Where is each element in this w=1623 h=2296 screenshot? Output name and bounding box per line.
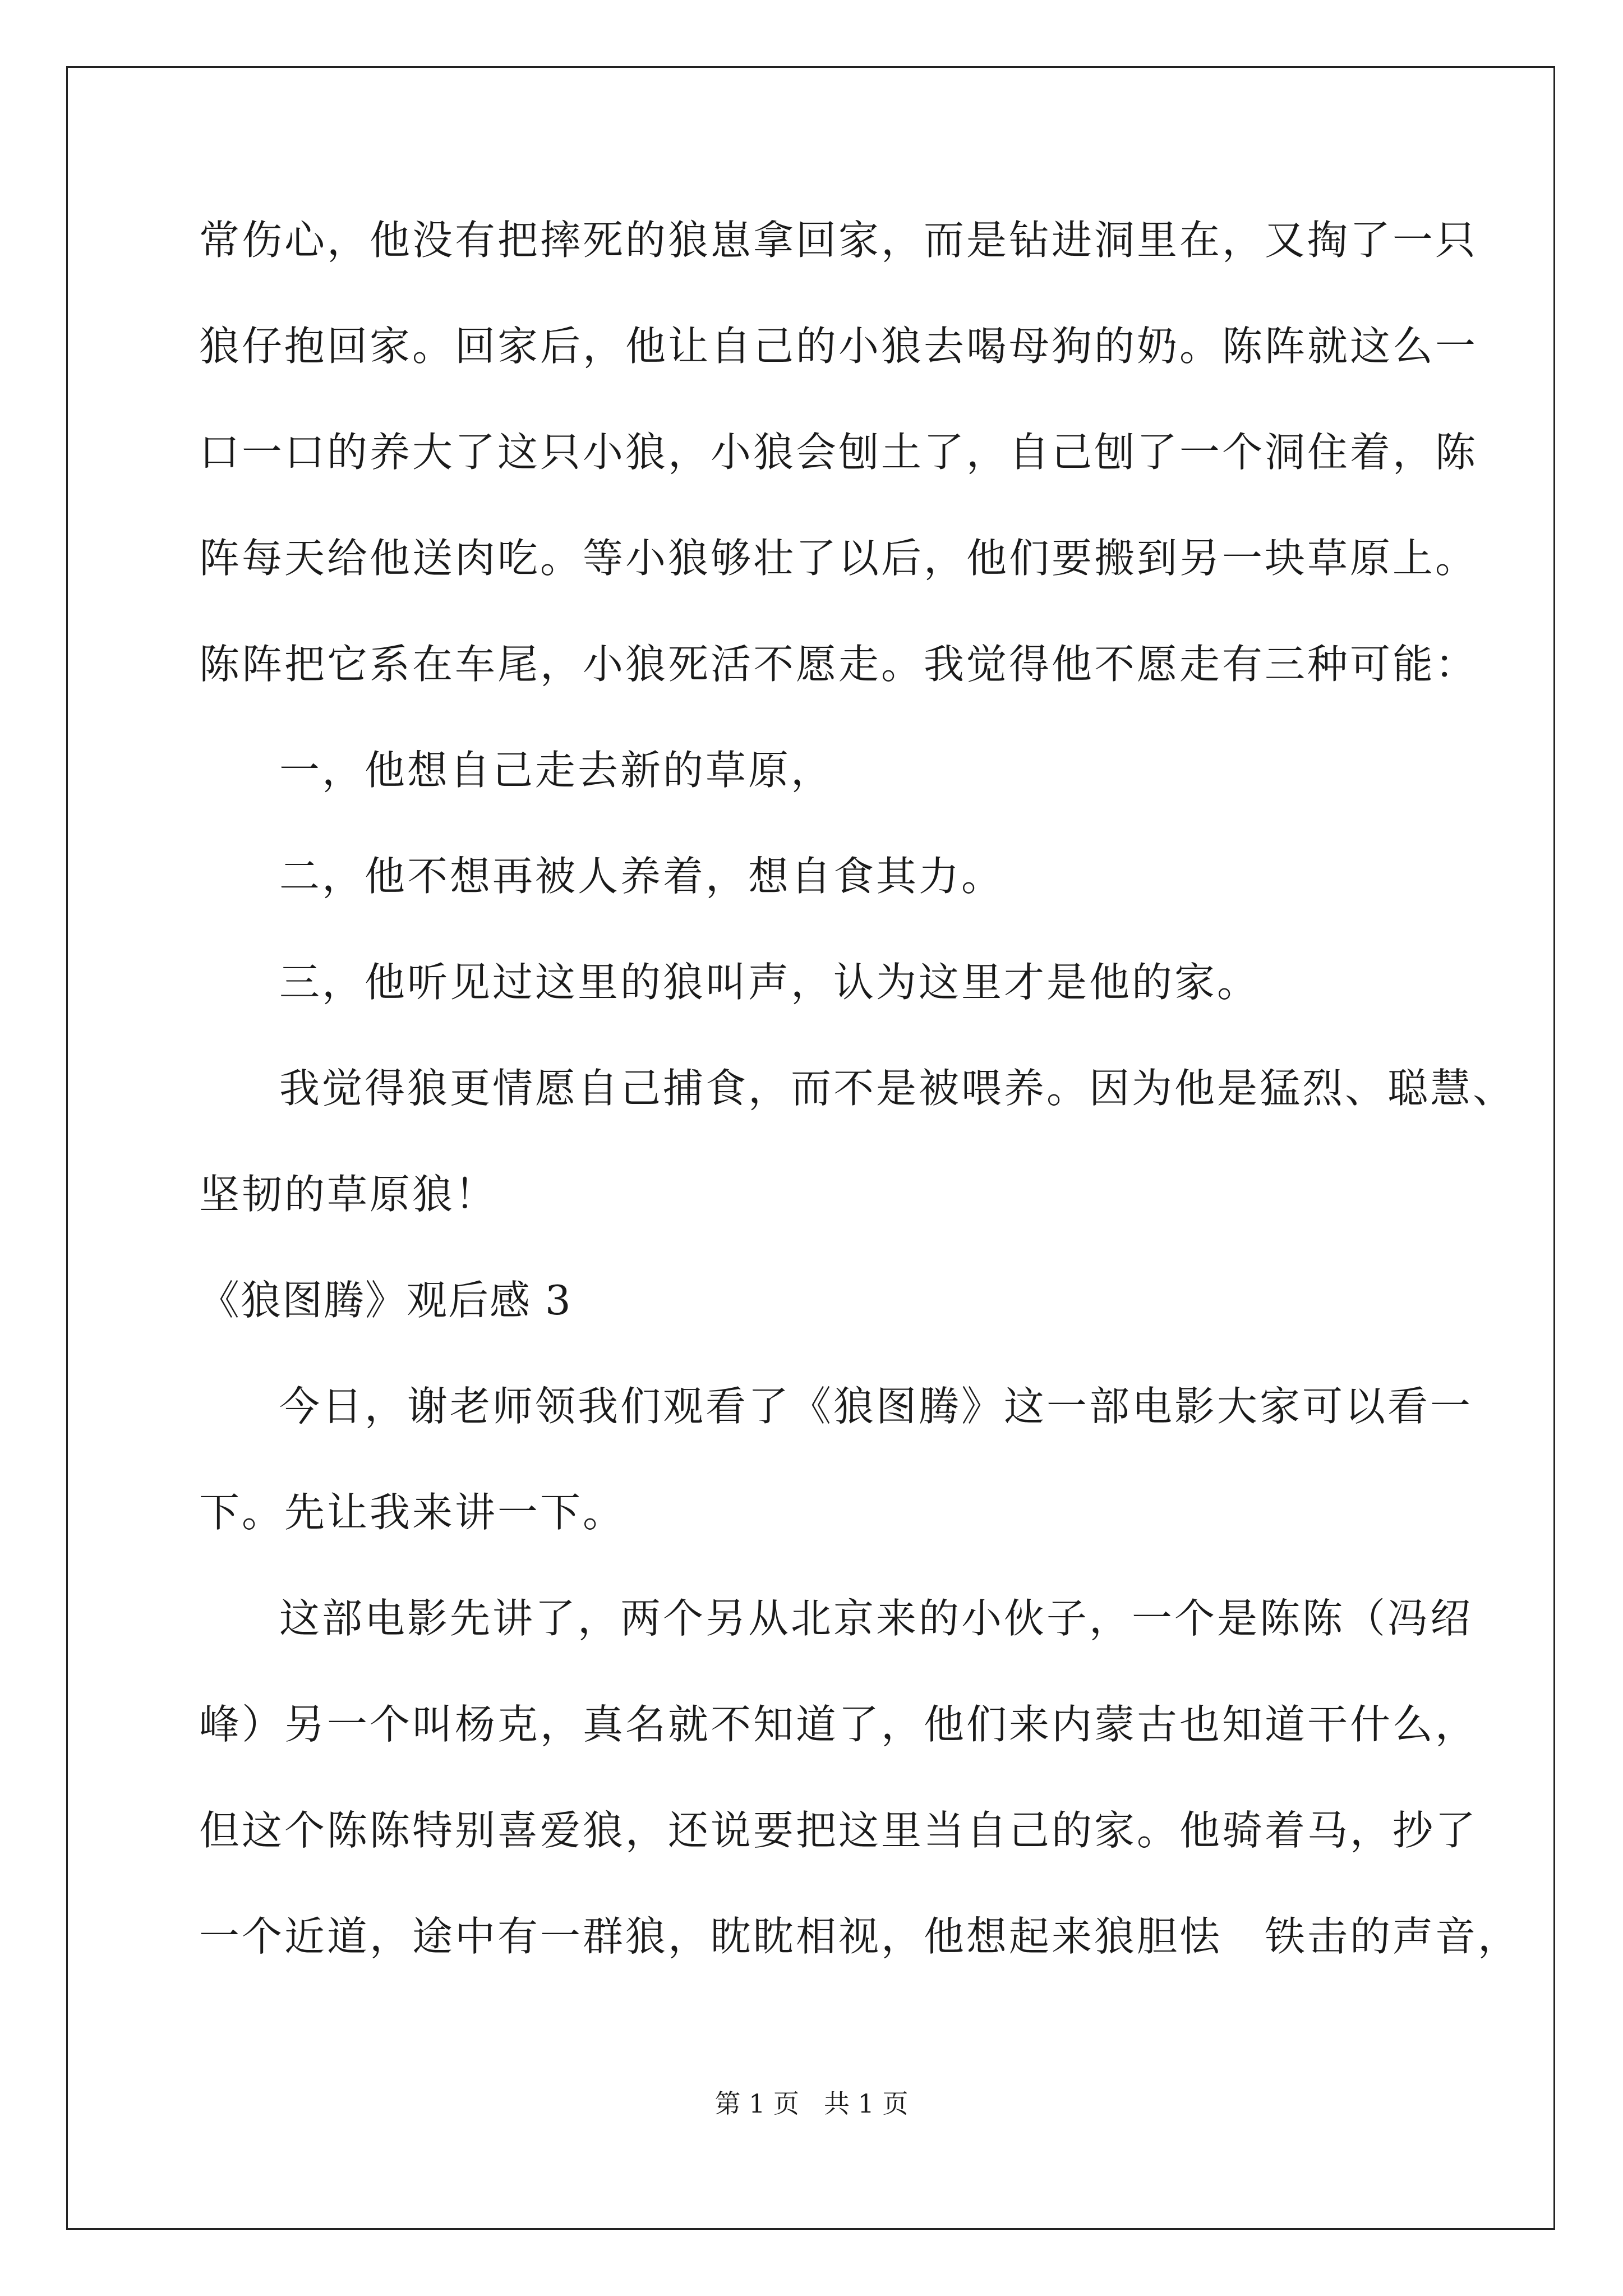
page-total: 共 1 页 — [823, 2088, 909, 2119]
text-line-13: 下。先让我来讲一下。 — [199, 1489, 626, 1536]
text-line-12: 今日，谢老师领我们观看了《狼图腾》这一部电影大家可以看一 — [279, 1383, 1473, 1430]
text-line-15: 峰）另一个叫杨克，真名就不知道了，他们来内蒙古也知道干什么， — [199, 1701, 1478, 1748]
text-line-10: 坚韧的草原狼！ — [199, 1171, 498, 1218]
text-line-14: 这部电影先讲了，两个另从北京来的小伙子，一个是陈陈（冯绍 — [279, 1595, 1473, 1642]
text-line-4: 阵每天给他送肉吃。等小狼够壮了以后，他们要搬到另一块草原上。 — [199, 535, 1478, 582]
footer-spacer — [799, 2088, 824, 2119]
text-line-7: 二，他不想再被人养着，想自食其力。 — [279, 853, 1004, 900]
page-number: 第 1 页 — [714, 2088, 800, 2119]
section-heading: 《狼图腾》观后感 3 — [199, 1277, 572, 1324]
page-footer — [0, 2088, 1623, 2119]
text-line-5: 陈阵把它系在车尾，小狼死活不愿走。我觉得他不愿走有三种可能： — [199, 641, 1478, 688]
text-line-16: 但这个陈陈特别喜爱狼，还说要把这里当自己的家。他骑着马，抄了 — [199, 1807, 1478, 1854]
text-line-8: 三，他听见过这里的狼叫声，认为这里才是他的家。 — [279, 959, 1260, 1006]
text-line-9: 我觉得狼更情愿自己捕食，而不是被喂养。因为他是猛烈、聪慧、 — [279, 1065, 1516, 1112]
text-line-1: 常伤心，他没有把摔死的狼崽拿回家，而是钻进洞里在，又掏了一只 — [199, 217, 1478, 264]
text-line-17: 一个近道，途中有一群狼，眈眈相视，他想起来狼胆怯 铁击的声音， — [199, 1913, 1521, 1960]
document-body — [199, 217, 1521, 2022]
text-line-3: 口一口的养大了这只小狼，小狼会刨土了，自己刨了一个洞住着，陈 — [199, 429, 1478, 476]
text-line-6: 一，他想自己走去新的草原， — [279, 747, 834, 794]
text-line-2: 狼仔抱回家。回家后，他让自己的小狼去喝母狗的奶。陈阵就这么一 — [199, 323, 1478, 370]
